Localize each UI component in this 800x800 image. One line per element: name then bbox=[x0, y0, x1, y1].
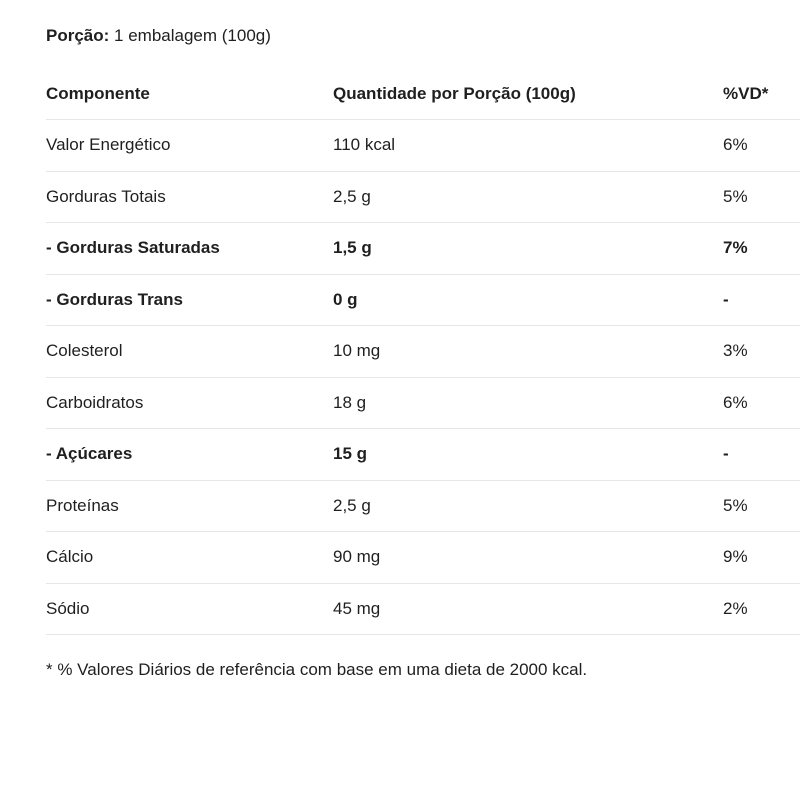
daily-value-cell: - bbox=[723, 289, 729, 309]
component-cell: - Gorduras Saturadas bbox=[46, 238, 220, 257]
component-cell: - Gorduras Trans bbox=[46, 289, 183, 309]
nutrition-table bbox=[46, 68, 800, 635]
component-cell: Carboidratos bbox=[46, 392, 144, 412]
daily-value-cell: 2% bbox=[723, 598, 748, 618]
component-cell: Colesterol bbox=[46, 341, 123, 360]
quantity-cell: 18 g bbox=[333, 392, 367, 412]
quantity-cell: 10 mg bbox=[333, 341, 381, 360]
table-row bbox=[46, 429, 800, 481]
table-row bbox=[46, 584, 800, 636]
table-row bbox=[46, 172, 800, 224]
table-header-row bbox=[46, 68, 800, 120]
daily-value-cell: 9% bbox=[723, 547, 748, 566]
header-component: Componente bbox=[46, 84, 150, 103]
quantity-cell: 2,5 g bbox=[333, 186, 371, 206]
daily-value-cell: 5% bbox=[723, 495, 748, 515]
component-cell: Sódio bbox=[46, 598, 90, 618]
footnote: * % Valores Diários de referência com base em uma dieta de 2000 kcal. bbox=[46, 660, 588, 679]
daily-value-cell: - bbox=[723, 444, 729, 463]
table-row bbox=[46, 275, 800, 327]
daily-value-cell: 3% bbox=[723, 341, 748, 360]
quantity-cell: 110 kcal bbox=[333, 135, 396, 154]
table-row bbox=[46, 532, 800, 584]
header-daily-value: %VD* bbox=[723, 84, 769, 103]
daily-value-cell: 6% bbox=[723, 135, 748, 154]
table-row bbox=[46, 481, 800, 533]
table-row bbox=[46, 378, 800, 430]
header-quantity: Quantidade por Porção (100g) bbox=[333, 84, 576, 103]
quantity-cell: 1,5 g bbox=[333, 238, 372, 257]
component-cell: - Açúcares bbox=[46, 444, 133, 463]
table-row bbox=[46, 326, 800, 378]
serving-label: Porção: bbox=[46, 26, 110, 45]
table-row bbox=[46, 223, 800, 275]
table-row bbox=[46, 120, 800, 172]
component-cell: Valor Energético bbox=[46, 135, 171, 154]
component-cell: Cálcio bbox=[46, 547, 94, 566]
quantity-cell: 45 mg bbox=[333, 598, 381, 618]
quantity-cell: 0 g bbox=[333, 289, 358, 309]
daily-value-cell: 6% bbox=[723, 392, 748, 412]
serving-value: 1 embalagem (100g) bbox=[114, 26, 271, 45]
daily-value-cell: 5% bbox=[723, 186, 748, 206]
component-cell: Gorduras Totais bbox=[46, 186, 166, 206]
quantity-cell: 90 mg bbox=[333, 547, 381, 566]
component-cell: Proteínas bbox=[46, 495, 119, 515]
table-body bbox=[46, 120, 800, 635]
daily-value-cell: 7% bbox=[723, 238, 748, 257]
quantity-cell: 15 g bbox=[333, 444, 368, 463]
quantity-cell: 2,5 g bbox=[333, 495, 371, 515]
serving-size bbox=[46, 24, 271, 48]
